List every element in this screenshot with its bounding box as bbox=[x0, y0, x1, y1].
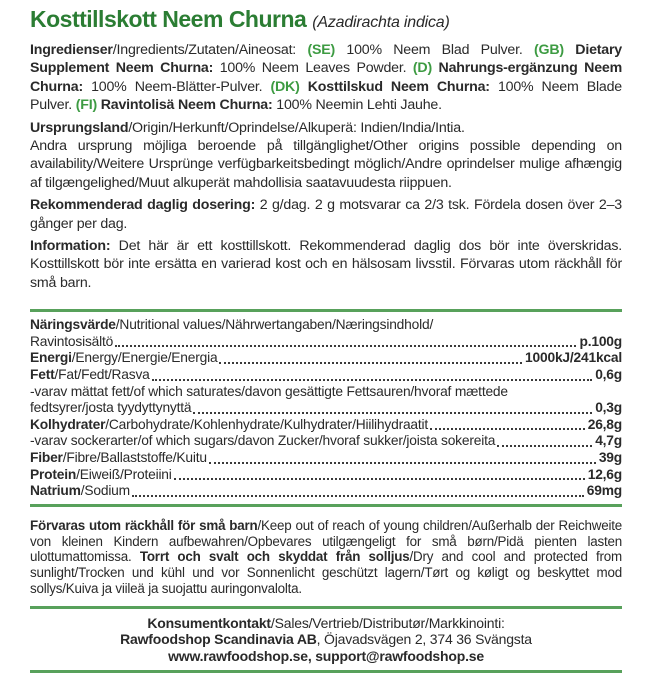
divider-line-contact-top bbox=[30, 606, 622, 609]
latin-name: (Azadirachta indica) bbox=[312, 14, 450, 31]
nutrition-row-saturates bbox=[30, 384, 622, 417]
nutrition-row-label: Protein/Eiweiß/Proteiini bbox=[30, 466, 172, 482]
nutrition-row-value: 4,7g bbox=[595, 433, 622, 449]
nutrition-row-value: 0,6g bbox=[595, 367, 622, 383]
nutrition-row-sugars bbox=[30, 433, 622, 450]
nutrition-row-sodium bbox=[30, 483, 622, 500]
nutrition-leader bbox=[209, 462, 596, 464]
nutrition-leader bbox=[115, 345, 576, 347]
nutrition-row-pre: -varav mättat fett/of which saturates/davon gesättigte Fettsauren/hvoraf mættede bbox=[30, 383, 508, 399]
divider-line-middle bbox=[30, 504, 622, 507]
nutrition-row-value: 1000kJ/241kcal bbox=[525, 350, 622, 366]
nutrition-row-value: 69mg bbox=[586, 483, 622, 499]
dosage-paragraph: Rekommenderad daglig dosering: 2 g/dag. 2 g motsvarar ca 2/3 tsk. Fördela dosen över 2–3 gånger per dag. bbox=[30, 197, 622, 232]
contact-line-distributor: Konsumentkontakt/Sales/Vertrieb/Distributør/Markkinointi: bbox=[147, 614, 505, 631]
nutrition-row-value: 26,8g bbox=[587, 416, 622, 432]
ingredients-paragraph: Ingredienser/Ingredients/Zutaten/Aineosat: (SE) 100% Neem Blad Pulver. (GB) Dietary Supplement Neem Churna: 100% Neem Leaves Powder. (D) Nahrungs-ergänzung Neem Churna: 100% Neem-Blätter-Pulver. (DK) Kosttilskud Neem Churna: 100% Neem Blade Pulver. (FI) Ravintolisä Neem Churna: 100% Neemin Lehti Jauhe. bbox=[30, 42, 623, 114]
divider-line-top bbox=[30, 309, 622, 312]
nutrition-table bbox=[30, 317, 622, 500]
contact-line-web-email: www.rawfoodshop.se, support@rawfoodshop.se bbox=[168, 647, 484, 664]
nutrition-leader bbox=[430, 428, 585, 430]
nutrition-row-label: Natrium/Sodium bbox=[30, 483, 130, 499]
nutrition-row-label: Energi/Energy/Energie/Energia bbox=[30, 350, 218, 366]
nutrition-leader bbox=[497, 445, 592, 447]
nutrition-row-label: Kolhydrater/Carbohydrate/Kohlenhydrate/Kulhydrater/Hiilihydraatit bbox=[30, 416, 429, 432]
information-paragraph: Information: Det här är ett kosttillskott. Rekommenderad daglig dos bör inte överskridas. Kosttillskott bör inte ersätta en varierad kost och en hälsosam livsstil. Förvaras utom räckhåll för små barn. bbox=[30, 238, 622, 291]
nutrition-row-value: 0,3g bbox=[595, 400, 622, 416]
nutrition-row-label: Fett/Fat/Fedt/Rasva bbox=[30, 367, 150, 383]
nutrition-row-label: Ravintosisältö bbox=[30, 333, 114, 349]
nutrition-row-label: -varav sockerarter/of which sugars/davon Zucker/hvoraf sukker/joista sokereita bbox=[30, 433, 496, 449]
nutrition-leader bbox=[174, 478, 585, 480]
page-title bbox=[30, 6, 622, 36]
nutrition-leader bbox=[152, 379, 593, 381]
nutrition-row-carbohydrate bbox=[30, 417, 622, 434]
nutrition-row-fibre bbox=[30, 450, 622, 467]
nutrition-row-fat bbox=[30, 367, 622, 384]
product-name: Kosttillskott Neem Churna bbox=[30, 6, 307, 32]
divider-line-bottom bbox=[30, 670, 622, 673]
storage-paragraph: Förvaras utom räckhåll för små barn/Keep out of reach of young children/Außerhalb der Reichweite von kleinen Kindern aufbewahren/Opbevares utilgængeligt for små børn/Pidä pienten lasten ulottumattomissa. Torrt och svalt och skyddat från solljus/Dry and cool and protected from sunlight/Trocken und kühl und vor Sonnenlicht geschützt lagern/Tørt og køligt og beskyttet mod sollys/Kuiva ja viileä ja suojattu auringonvalolta. bbox=[30, 517, 623, 596]
nutrition-leader bbox=[193, 412, 592, 414]
contact-line-address: Rawfoodshop Scandinavia AB, Öjavadsvägen 2, 374 36 Svängsta bbox=[120, 631, 532, 648]
nutrition-row-protein bbox=[30, 467, 622, 484]
nutrition-leader bbox=[132, 495, 584, 497]
nutrition-row-label: fedtsyrer/josta tyydyttynyttä bbox=[30, 400, 192, 416]
nutrition-row-value: p.100g bbox=[579, 333, 622, 349]
nutrition-row-value: 12,6g bbox=[587, 466, 622, 482]
nutrition-row-label: Fiber/Fibre/Ballaststoffe/Kuitu bbox=[30, 450, 207, 466]
nutrition-row-energy bbox=[30, 350, 622, 367]
nutrition-row-pre: Näringsvärde/Nutritional values/Nährwertangaben/Næringsindhold/ bbox=[30, 317, 434, 333]
origin-paragraph: Ursprungsland/Origin/Herkunft/Oprindelse/Alkuperä: Indien/India/Intia. Andra ursprung möjliga beroende på tillgänglighet/Other origins possible depending on availability/Weitere Ursprünge verfügbarkeitsbedingt möglich/Andre oprindelser mulige afhængig af tilgængelighed/Muut alkuperät mahdollisia saatavuudesta riippuen. bbox=[30, 119, 622, 191]
nutrition-row-header bbox=[30, 317, 622, 350]
nutrition-leader bbox=[219, 362, 522, 364]
nutrition-row-value: 39g bbox=[598, 450, 622, 466]
